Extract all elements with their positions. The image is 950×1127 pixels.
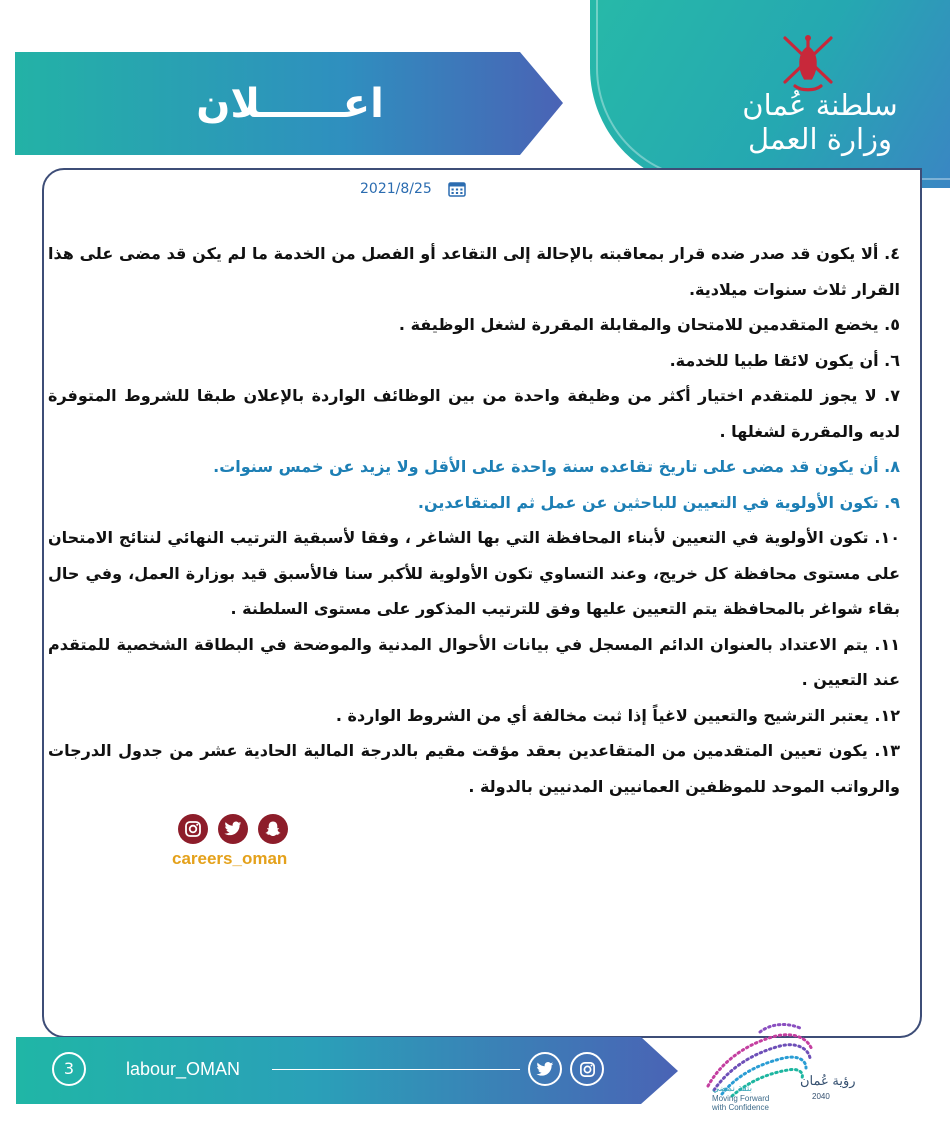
clause-item-highlighted: ٩. تكون الأولوية في التعيين للباحثين عن عمل ثم المتقاعدين. xyxy=(417,492,900,512)
clause-item: ٦. أن يكون لائقا طبيا للخدمة. xyxy=(669,350,900,370)
date-row xyxy=(342,178,472,200)
oman-emblem-icon xyxy=(775,30,841,94)
clause-item: ٧. لا يجوز للمتقدم اختيار أكثر من وظيفة واحدة من بين الوظائف الواردة بالإعلان طبقا للشروط المتوفرة لديه والمقررة لشغلها . xyxy=(48,386,900,441)
footer-divider xyxy=(272,1069,520,1070)
calendar-icon xyxy=(448,181,466,197)
snapchat-icon[interactable] xyxy=(258,814,288,844)
clause-item: ١١. يتم الاعتداد بالعنوان الدائم المسجل في بيانات الأحوال المدنية والموضحة في البطاقة الشخصية للمتقدم عند التعيين . xyxy=(48,634,900,689)
moving-forward-en2: with Confidence xyxy=(712,1103,769,1112)
careers-social-block xyxy=(172,812,312,872)
moving-forward-en1: Moving Forward xyxy=(712,1094,770,1103)
ministry-name-logo xyxy=(705,88,935,156)
moving-forward-ar: بثقة نمضي xyxy=(712,1083,753,1093)
vision-year: 2040 xyxy=(812,1092,830,1101)
twitter-icon[interactable] xyxy=(218,814,248,844)
clause-item: ١٣. يكون تعيين المتقدمين من المتقاعدين بعقد مؤقت مقيم بالدرجة المالية الحادية عشر من جدول الدرجات والرواتب الموحد للموظفين العمانيين المدنيين بالدولة . xyxy=(48,741,900,796)
page-number: 3 xyxy=(52,1052,86,1086)
conditions-list xyxy=(48,236,900,804)
clause-item: ١٠. تكون الأولوية في التعيين لأبناء المحافظة التي بها الشاغر ، وفقا لأسبقية الترتيب النهائي لنتائج الامتحان على مستوى محافظة كل خريج، وعند التساوي تكون الأولوية للأكبر سنا فالأسبق قيد بوزارة العمل، وفي حال بقاء شواغر بالمحافظة يتم التعيين عليها وفق للترتيب المذكور على مستوى السلطنة . xyxy=(48,528,900,618)
clause-item: ٥. يخضع المتقدمين للامتحان والمقابلة المقررة لشغل الوظيفة . xyxy=(398,315,900,334)
announcement-date: 2021/8/25 xyxy=(360,181,432,197)
clause-item-highlighted: ٨. أن يكون قد مضى على تاريخ تقاعده سنة واحدة على الأقل ولا يزيد عن خمس سنوات. xyxy=(213,457,900,476)
ministry-line-name: وزارة العمل xyxy=(747,122,893,156)
careers-handle[interactable]: careers_oman xyxy=(172,849,288,868)
ministry-line-country: سلطنة عُمان xyxy=(742,88,898,122)
footer-handle[interactable]: labour_OMAN xyxy=(126,1059,241,1079)
clause-item: ١٢. يعتبر الترشيح والتعيين لاغياً إذا ثبت مخالفة أي من الشروط الواردة . xyxy=(335,705,900,725)
instagram-icon[interactable] xyxy=(570,1052,604,1086)
announcement-title: اعــــــلان xyxy=(196,81,384,127)
twitter-icon[interactable] xyxy=(528,1052,562,1086)
clause-item: ٤. ألا يكون قد صدر ضده قرار بمعاقبته بالإحالة إلى التقاعد أو الفصل من الخدمة ما لم يكن قد مضى على هذا القرار ثلاث سنوات ميلادية. xyxy=(48,244,900,299)
vision-logos xyxy=(700,1010,945,1125)
vision-title: رؤية عُمان xyxy=(800,1073,856,1088)
instagram-icon[interactable] xyxy=(178,814,208,844)
